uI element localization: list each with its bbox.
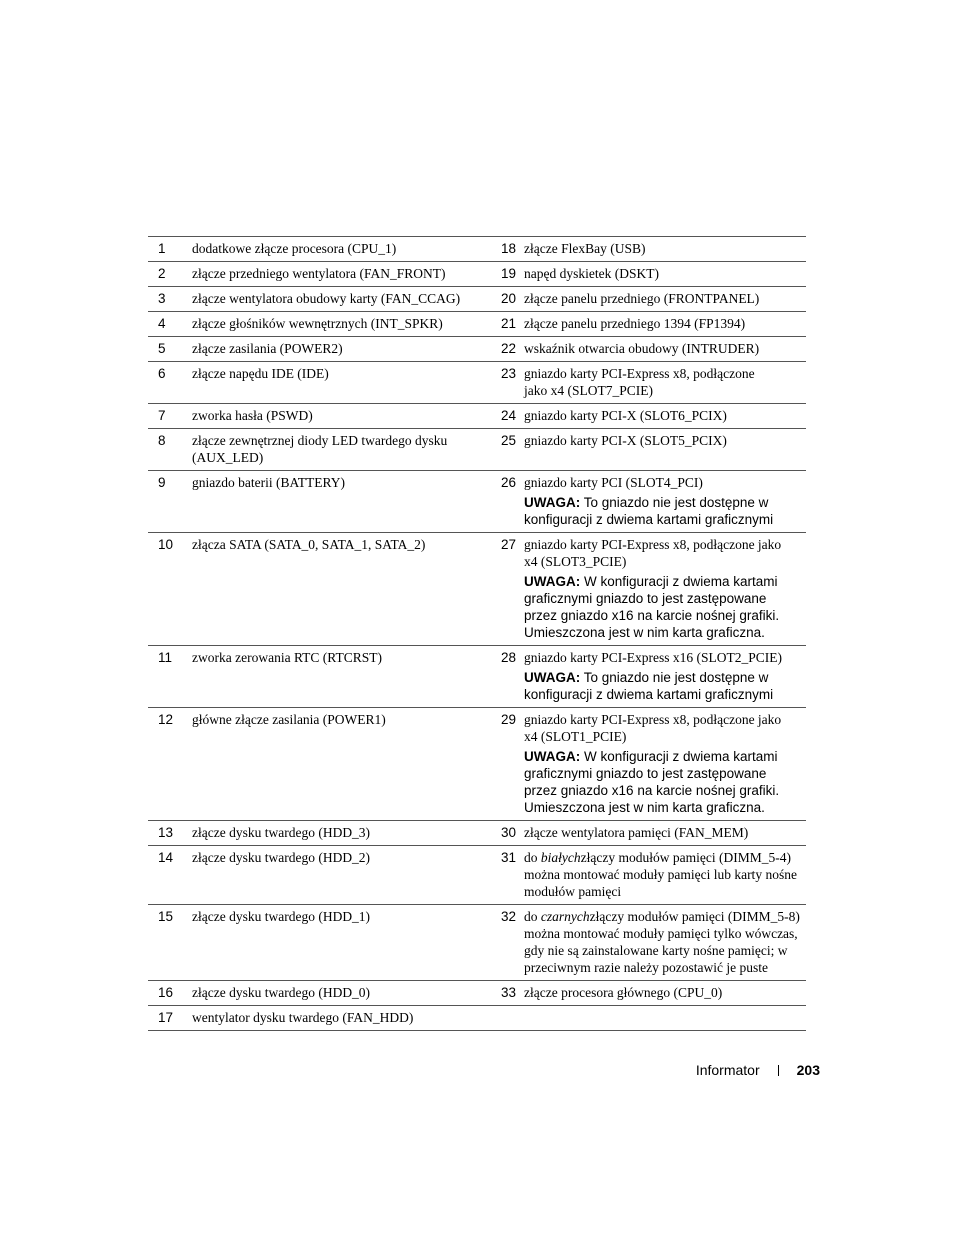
- item-number-text: 25: [500, 433, 516, 448]
- item-number: [478, 471, 520, 533]
- note-label: UWAGA:: [524, 749, 581, 764]
- description-line: można montować moduły pamięci tylko wówczas,: [524, 926, 798, 941]
- note-text: W konfiguracji z dwiema kartami graficznymi gniazdo to jest zastępowane przez gniazdo x16 na karcie nośnej grafiki. Umieszczona jest w nim karta graficzna.: [524, 574, 780, 640]
- note-text: To gniazdo nie jest dostępne w konfiguracji z dwiema kartami graficznymi: [524, 495, 774, 527]
- item-description: [520, 533, 806, 646]
- item-number: [478, 1006, 520, 1031]
- description-line: złącze dysku twardego (HDD_0): [192, 985, 371, 1000]
- item-description: [520, 471, 806, 533]
- description-prefix: do: [524, 909, 541, 924]
- description-line: złącze głośników wewnętrznych (INT_SPKR): [192, 316, 443, 331]
- item-number: [148, 287, 192, 312]
- item-description: [520, 337, 806, 362]
- item-number-text: 13: [158, 825, 174, 840]
- description-line: zworka zerowania RTC (RTCRST): [192, 650, 382, 665]
- item-description: [192, 262, 478, 287]
- note-text: W konfiguracji z dwiema kartami graficznymi gniazdo to jest zastępowane przez gniazdo x16 na karcie nośnej grafiki. Umieszczona jest w nim karta graficzna.: [524, 749, 780, 815]
- description-line: gniazdo karty PCI-Express x8, podłączone jako: [524, 537, 782, 552]
- item-number-text: 29: [500, 712, 516, 727]
- description-rest: złączy modułów pamięci (DIMM_5-4): [580, 850, 791, 865]
- item-number-text: 1: [158, 241, 166, 256]
- connector-legend-table: [148, 236, 806, 1031]
- table-row: [148, 646, 806, 708]
- description-line: przeciwnym razie należy pozostawić je puste: [524, 960, 769, 975]
- table-row: [148, 846, 806, 905]
- item-number-text: 31: [500, 850, 516, 865]
- item-number: [148, 821, 192, 846]
- item-number: [148, 533, 192, 646]
- description-prefix: do: [524, 850, 541, 865]
- table-row: [148, 905, 806, 981]
- description-line: można montować moduły pamięci lub karty nośne: [524, 867, 797, 882]
- description-line: dodatkowe złącze procesora (CPU_1): [192, 241, 397, 256]
- item-number-text: 18: [500, 241, 516, 256]
- item-description: [192, 287, 478, 312]
- item-description: [192, 312, 478, 337]
- table-row: [148, 471, 806, 533]
- item-number: [478, 362, 520, 404]
- table-row: [148, 1006, 806, 1031]
- description-emphasis: białych: [540, 850, 581, 865]
- item-number-text: 28: [500, 650, 516, 665]
- item-number-text: 32: [500, 909, 516, 924]
- item-number: [478, 262, 520, 287]
- description-line: złącze wentylatora obudowy karty (FAN_CCAG): [192, 291, 461, 306]
- item-number: [478, 533, 520, 646]
- item-description: [520, 821, 806, 846]
- table-row: [148, 287, 806, 312]
- description-line: gniazdo karty PCI-Express x8, podłączone: [524, 366, 755, 381]
- description-line: złącze panelu przedniego (FRONTPANEL): [524, 291, 760, 306]
- table-row: [148, 262, 806, 287]
- item-number: [478, 337, 520, 362]
- item-number: [478, 846, 520, 905]
- note-block: [524, 494, 806, 528]
- item-number: [148, 471, 192, 533]
- description-line: gniazdo karty PCI-X (SLOT6_PCIX): [524, 408, 727, 423]
- item-number-text: 27: [500, 537, 516, 552]
- item-number-text: 3: [158, 291, 166, 306]
- item-number-text: 16: [158, 985, 174, 1000]
- item-number: [478, 287, 520, 312]
- item-number: [478, 646, 520, 708]
- item-number-text: 2: [158, 266, 166, 281]
- item-number-text: 12: [158, 712, 174, 727]
- description-line: wentylator dysku twardego (FAN_HDD): [192, 1010, 414, 1025]
- item-description: [520, 362, 806, 404]
- item-number-text: 4: [158, 316, 166, 331]
- description-line: złącze procesora głównego (CPU_0): [524, 985, 723, 1000]
- item-number-text: 7: [158, 408, 166, 423]
- description-line: x4 (SLOT3_PCIE): [524, 554, 627, 569]
- description-line: złącze wentylatora pamięci (FAN_MEM): [524, 825, 749, 840]
- description-line: [524, 849, 806, 866]
- description-line: jako x4 (SLOT7_PCIE): [524, 383, 653, 398]
- item-number: [478, 404, 520, 429]
- item-description: [520, 404, 806, 429]
- item-description: [192, 533, 478, 646]
- item-description: [192, 905, 478, 981]
- item-number-text: 26: [500, 475, 516, 490]
- table-row: [148, 362, 806, 404]
- item-description: [520, 262, 806, 287]
- description-line: złącze dysku twardego (HDD_3): [192, 825, 371, 840]
- description-line: złącze zasilania (POWER2): [192, 341, 343, 356]
- item-number: [148, 262, 192, 287]
- description-line: gdy nie są zainstalowane karty nośne pamięci; w: [524, 943, 788, 958]
- item-description: [192, 471, 478, 533]
- item-description: [192, 708, 478, 821]
- description-line: zworka hasła (PSWD): [192, 408, 313, 423]
- item-number: [148, 337, 192, 362]
- table-row: [148, 337, 806, 362]
- item-number: [478, 981, 520, 1006]
- description-line: złącze dysku twardego (HDD_2): [192, 850, 371, 865]
- item-number-text: 21: [500, 316, 516, 331]
- item-number-text: 30: [500, 825, 516, 840]
- item-description: [192, 237, 478, 262]
- item-number: [148, 362, 192, 404]
- item-description: [520, 646, 806, 708]
- legend-body: [148, 237, 806, 1031]
- description-line: złącze napędu IDE (IDE): [192, 366, 329, 381]
- item-description: [520, 312, 806, 337]
- table-row: [148, 404, 806, 429]
- item-description: [192, 821, 478, 846]
- item-number-text: 19: [500, 266, 516, 281]
- description-line: złącze zewnętrznej diody LED twardego dysku: [192, 433, 448, 448]
- item-number: [478, 429, 520, 471]
- item-number: [148, 404, 192, 429]
- note-block: [524, 573, 806, 641]
- item-number-text: 24: [500, 408, 516, 423]
- item-number-text: 9: [158, 475, 166, 490]
- item-number: [148, 905, 192, 981]
- table-row: [148, 821, 806, 846]
- item-number-text: 33: [500, 985, 516, 1000]
- page-footer: [696, 1061, 820, 1079]
- item-description: [192, 337, 478, 362]
- item-number: [478, 905, 520, 981]
- item-description: [192, 846, 478, 905]
- item-number-text: 17: [158, 1010, 174, 1025]
- item-description: [192, 362, 478, 404]
- item-number-text: 22: [500, 341, 516, 356]
- item-number: [148, 1006, 192, 1031]
- item-description: [192, 404, 478, 429]
- description-line: gniazdo baterii (BATTERY): [192, 475, 345, 490]
- table-row: [148, 533, 806, 646]
- item-number: [148, 646, 192, 708]
- item-number: [148, 237, 192, 262]
- description-line: modułów pamięci: [524, 884, 622, 899]
- description-line: gniazdo karty PCI-Express x16 (SLOT2_PCIE): [524, 650, 782, 665]
- description-line: złącze panelu przedniego 1394 (FP1394): [524, 316, 746, 331]
- description-line: [524, 908, 806, 925]
- item-number-text: 11: [158, 650, 173, 665]
- description-line: złącze FlexBay (USB): [524, 241, 646, 256]
- table-row: [148, 429, 806, 471]
- item-number: [148, 981, 192, 1006]
- item-description: [520, 237, 806, 262]
- footer-separator: [778, 1065, 779, 1076]
- page-number: 203: [796, 1062, 820, 1078]
- description-line: napęd dyskietek (DSKT): [524, 266, 659, 281]
- item-number: [148, 312, 192, 337]
- item-number-text: 15: [158, 909, 174, 924]
- item-number-text: 23: [500, 366, 516, 381]
- description-line: główne złącze zasilania (POWER1): [192, 712, 386, 727]
- item-description: [520, 429, 806, 471]
- item-description: [192, 429, 478, 471]
- item-number: [478, 708, 520, 821]
- item-description: [192, 1006, 478, 1031]
- description-line: złącze przedniego wentylatora (FAN_FRONT): [192, 266, 446, 281]
- note-label: UWAGA:: [524, 495, 581, 510]
- item-description: [520, 981, 806, 1006]
- item-description: [192, 646, 478, 708]
- footer-section-title: Informator: [695, 1062, 760, 1078]
- item-description: [520, 1006, 806, 1031]
- item-number: [148, 429, 192, 471]
- note-block: [524, 748, 806, 816]
- item-description: [192, 981, 478, 1006]
- item-description: [520, 708, 806, 821]
- item-number-text: 20: [500, 291, 516, 306]
- note-label: UWAGA:: [524, 574, 581, 589]
- table-row: [148, 981, 806, 1006]
- item-number-text: 14: [158, 850, 174, 865]
- description-rest: złączy modułów pamięci (DIMM_5-8): [589, 909, 800, 924]
- note-text: To gniazdo nie jest dostępne w konfiguracji z dwiema kartami graficznymi: [524, 670, 774, 702]
- item-number: [478, 821, 520, 846]
- item-number-text: 6: [158, 366, 166, 381]
- description-line: złącze dysku twardego (HDD_1): [192, 909, 371, 924]
- item-number: [478, 312, 520, 337]
- item-description: [520, 905, 806, 981]
- table-row: [148, 312, 806, 337]
- description-line: (AUX_LED): [192, 450, 264, 465]
- item-number-text: 8: [158, 433, 166, 448]
- item-description: [520, 287, 806, 312]
- description-line: gniazdo karty PCI-Express x8, podłączone jako: [524, 712, 782, 727]
- description-line: wskaźnik otwarcia obudowy (INTRUDER): [524, 341, 760, 356]
- note-block: [524, 669, 806, 703]
- note-label: UWAGA:: [524, 670, 581, 685]
- description-line: x4 (SLOT1_PCIE): [524, 729, 627, 744]
- table-row: [148, 708, 806, 821]
- item-number-text: 5: [158, 341, 166, 356]
- item-number: [148, 708, 192, 821]
- item-number-text: 10: [158, 537, 174, 552]
- table-row: [148, 237, 806, 262]
- item-number: [478, 237, 520, 262]
- description-emphasis: czarnych: [540, 909, 590, 924]
- description-line: gniazdo karty PCI-X (SLOT5_PCIX): [524, 433, 727, 448]
- item-number: [148, 846, 192, 905]
- description-line: gniazdo karty PCI (SLOT4_PCI): [524, 475, 703, 490]
- item-description: [520, 846, 806, 905]
- description-line: złącza SATA (SATA_0, SATA_1, SATA_2): [192, 537, 426, 552]
